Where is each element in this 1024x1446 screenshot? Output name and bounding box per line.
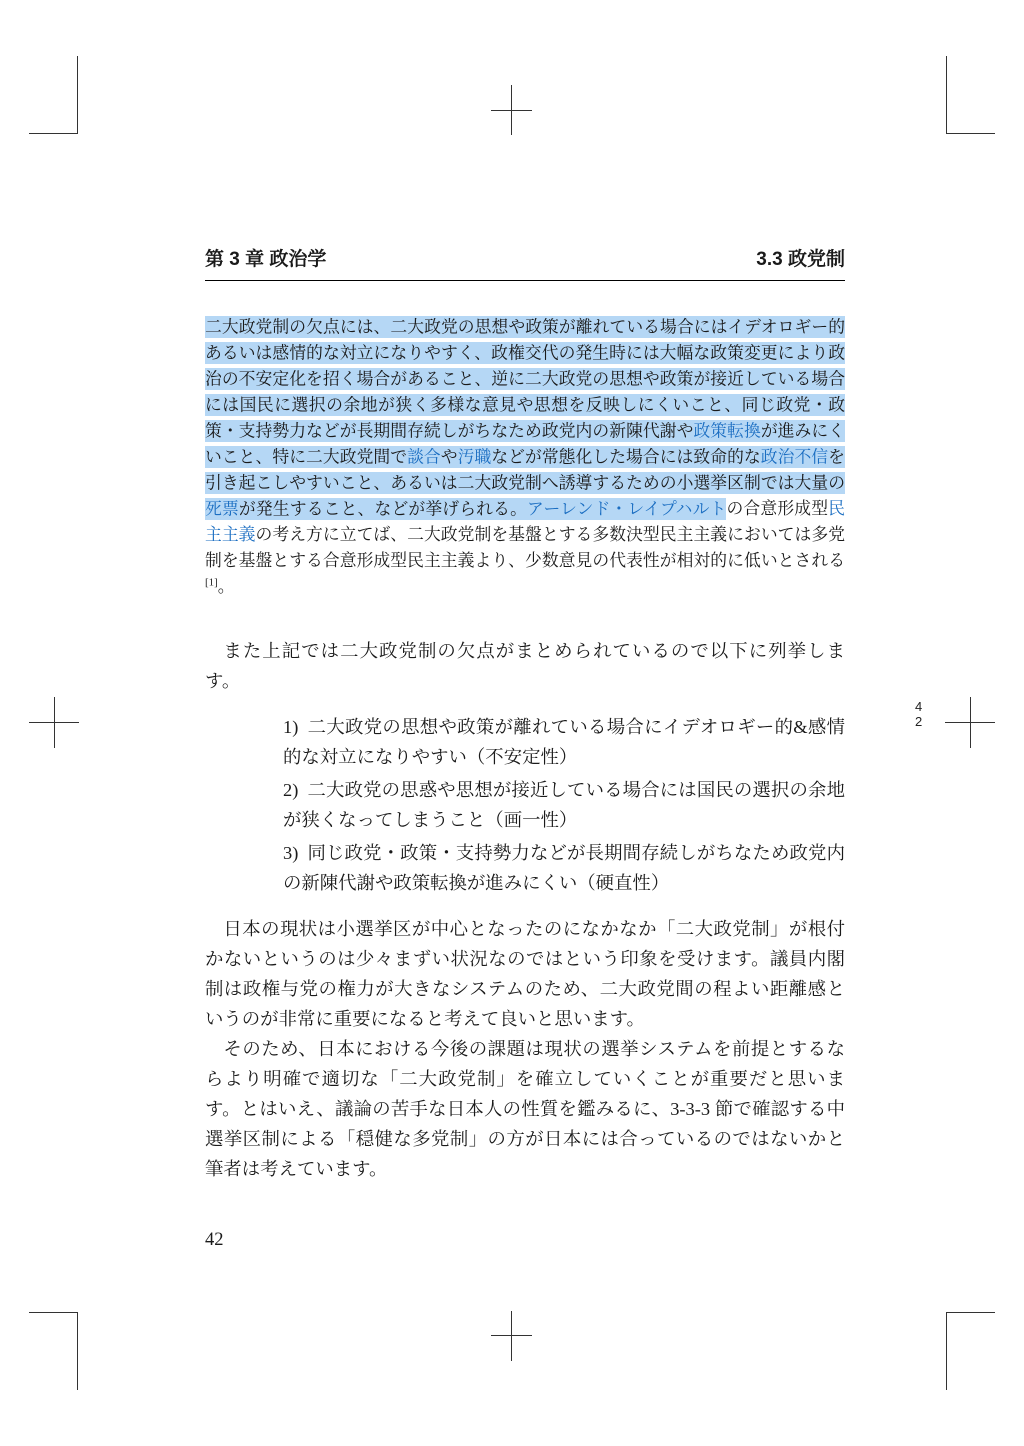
list-item-number: 1) <box>283 717 299 737</box>
section-title: 3.3 政党制 <box>756 249 845 270</box>
crop-mark-bottom-right-horizontal <box>946 1312 995 1313</box>
crop-mark-bottom-left-horizontal <box>29 1312 78 1313</box>
highlighted-quote-paragraph <box>205 314 845 600</box>
chapter-title: 第 3 章 政治学 <box>205 249 327 270</box>
footer-page-number: 42 <box>205 1230 224 1250</box>
list-item-text: 二大政党の思惑や思想が接近している場合には国民の選択の余地が狭くなってしまうこと（画一性） <box>283 780 845 830</box>
list-item-number: 2) <box>283 780 299 800</box>
drawback-list <box>283 712 845 898</box>
crop-mark-bottom-center-crossbar <box>491 1335 532 1336</box>
quote-text: 二大政党制の欠点には、二大政党の思想や政策が離れている場合にはイデオロギー的あるいは感情的な対立になりやすく、政権交代の発生時には大幅な政策変更により政治の不安定化を招く場合があること、逆に二大政党の思想や政策が接近している場合には国民に選択の余地が狭く多様な意見や思想を反映しにくいこと、同じ政党・政策・支持勢力などが長期間存続しがちなため政党内の新陳代謝や <box>205 317 845 440</box>
term-link[interactable]: アーレンド・レイプハルト <box>527 499 727 518</box>
future-issues-paragraph: そのため、日本における今後の課題は現状の選挙システムを前提とするならより明確で適切な「二大政党制」を確立していくことが重要だと思います。とはいえ、議論の苦手な日本人の性質を鑑みるに、3-3-3 節で確認する中選挙区制による「穏健な多党制」の方が日本には合っているのではないかと筆者は考えています。 <box>205 1039 845 1179</box>
term-link[interactable]: 政策転換 <box>693 421 761 440</box>
quote-text: や <box>440 447 458 466</box>
crop-mark-left-middle-crossbar <box>54 697 55 748</box>
page-content <box>205 248 845 1184</box>
margin-page-number-digit: 4 <box>915 699 923 714</box>
intro-paragraph: また上記では二大政党制の欠点がまとめられているので以下に列挙します。 <box>205 641 845 691</box>
citation-ref[interactable]: [1] <box>205 576 218 589</box>
list-item-number: 3) <box>283 843 299 863</box>
crop-mark-top-left-vertical <box>77 56 78 134</box>
margin-page-number <box>915 699 922 729</box>
quote-text: の考え方に立てば、二大政党制を基盤とする多数決型民主主義においては多党制を基盤とする合意形成型民主主義より、少数意見の代表性が相対的に低いとされる <box>205 525 845 570</box>
japan-status-paragraph: 日本の現状は小選挙区が中心となったのになかなか「二大政党制」が根付かないというのは少々まずい状況なのではという印象を受けます。議員内閣制は政権与党の権力が大きなシステムのため、二大政党間の程よい距離感というのが非常に重要になると考えて良いと思います。 <box>205 919 845 1029</box>
crop-mark-bottom-left-vertical <box>77 1312 78 1390</box>
quote-text: の合意形成型 <box>726 499 829 518</box>
list-item-text: 同じ政党・政策・支持勢力などが長期間存続しがちなため政党内の新陳代謝や政策転換が進みにくい（硬直性） <box>283 843 845 893</box>
crop-mark-top-right-vertical <box>946 56 947 134</box>
list-item <box>283 712 845 772</box>
crop-mark-top-center-crossbar <box>491 110 532 111</box>
term-link[interactable]: 談合 <box>407 447 441 466</box>
term-link[interactable]: 政治不信 <box>760 447 829 466</box>
quote-text: を引き起こしやすいこと、あるいは二大政党制へ誘導するための小選挙区制では大量の <box>205 447 845 492</box>
quote-text: 。 <box>217 577 235 596</box>
crop-mark-right-middle-crossbar <box>970 697 971 748</box>
margin-page-number-digit: 2 <box>915 714 923 729</box>
crop-mark-bottom-right-vertical <box>946 1312 947 1390</box>
list-item <box>283 775 845 835</box>
term-link[interactable]: 死票 <box>205 499 239 518</box>
list-item-text: 二大政党の思想や政策が離れている場合にイデオロギー的&感情的な対立になりやすい（不安定性） <box>283 717 845 767</box>
quote-text: などが常態化した場合には致命的な <box>491 447 761 466</box>
quote-text: が発生すること、などが挙げられる。 <box>238 499 528 518</box>
quote-text: が進みにくいこと、特に二大政党間で <box>205 421 845 466</box>
crop-mark-top-left-horizontal <box>29 133 78 134</box>
crop-mark-bottom-center-stem <box>511 1311 512 1361</box>
page-header <box>205 248 845 281</box>
crop-mark-top-right-horizontal <box>946 133 995 134</box>
list-item <box>283 838 845 898</box>
term-link[interactable]: 民主主義 <box>205 499 845 544</box>
term-link[interactable]: 汚職 <box>457 447 492 466</box>
